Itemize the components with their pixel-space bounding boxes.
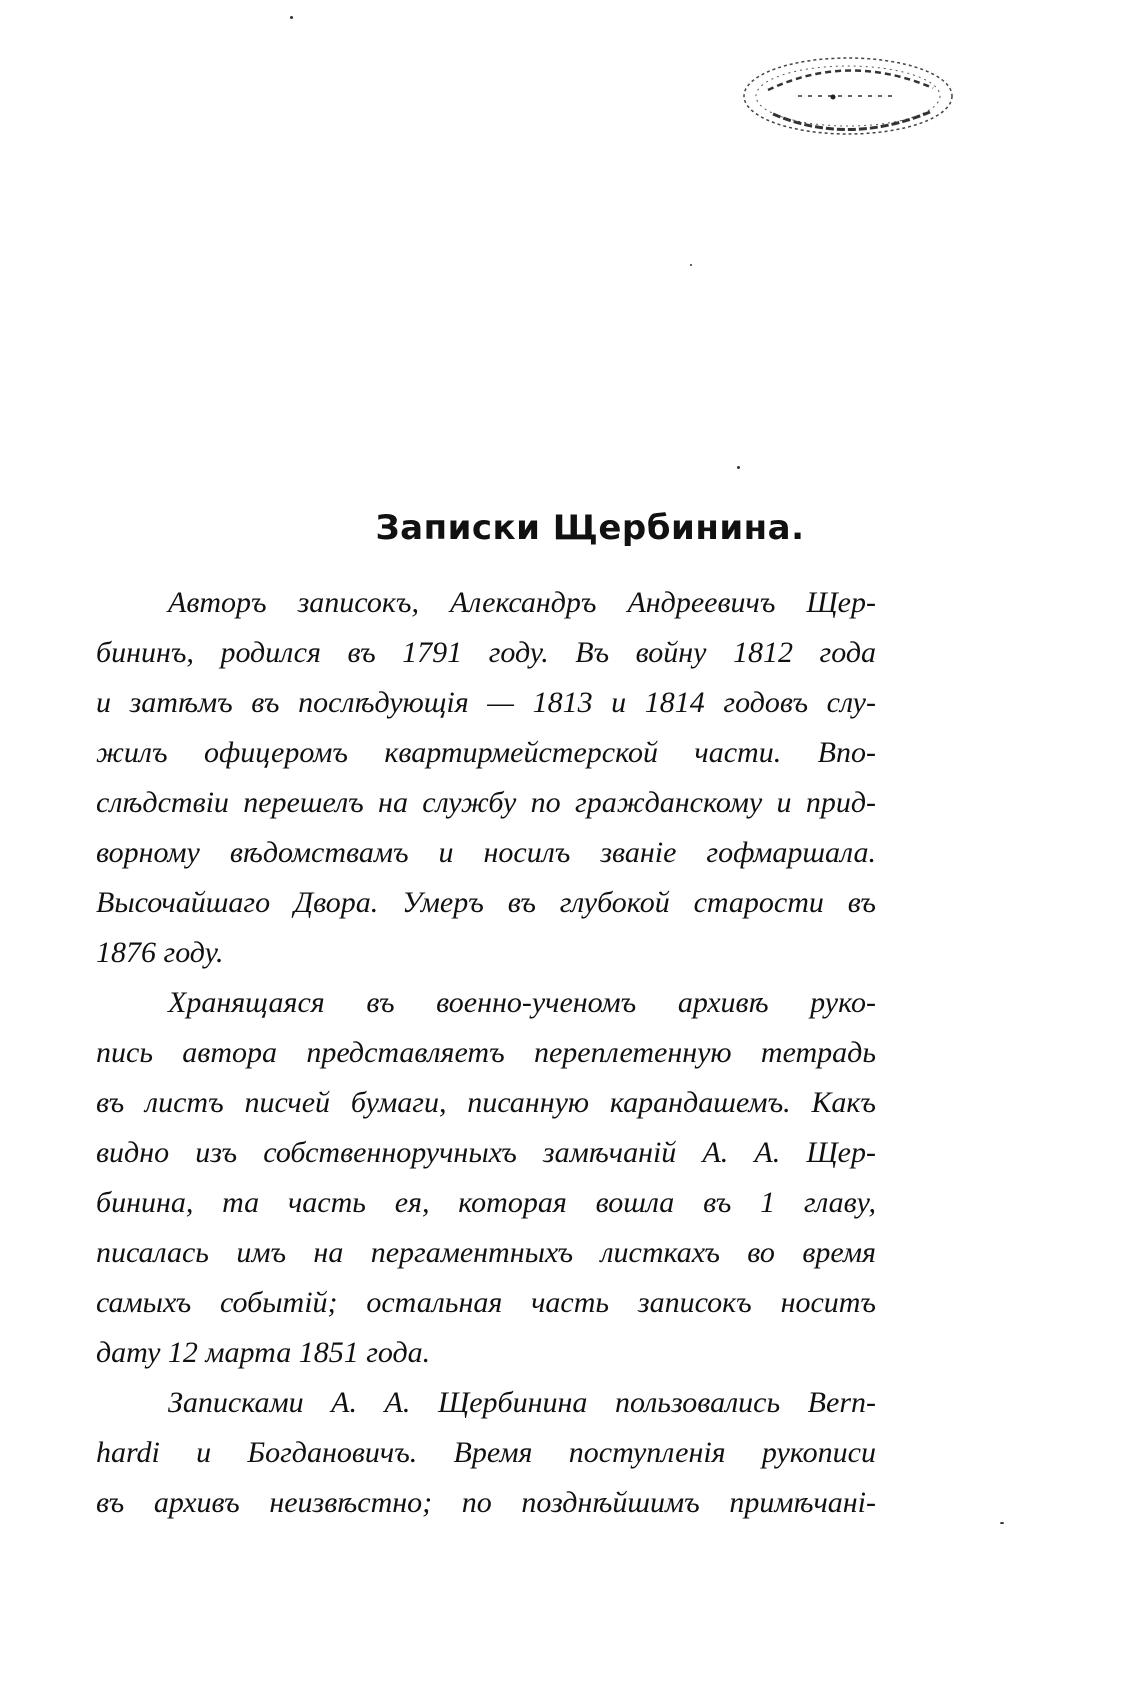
text-line: слѣдствіи перешелъ на службу по гражданскому и прид- (96, 786, 876, 819)
text-line: бининъ, родился въ 1791 году. Въ войну 1812 года (96, 636, 876, 669)
text-line: Высочайшаго Двора. Умеръ въ глубокой старости въ (96, 886, 876, 919)
paragraph-1 (96, 578, 876, 978)
text-line: hardi и Богдановичъ. Время поступленія рукописи (96, 1436, 876, 1469)
stamp-graphic (738, 50, 958, 142)
text-line: и затѣмъ въ послѣдующія — 1813 и 1814 годовъ слу- (96, 686, 876, 719)
text-line: Записками А. А. Щербинина пользовались Bern- (168, 1386, 876, 1419)
paper-speck (737, 466, 740, 469)
library-stamp (738, 50, 958, 142)
text-line: Хранящаяся въ военно-ученомъ архивѣ руко- (168, 986, 876, 1019)
paragraph-3 (96, 1378, 876, 1528)
text-line: самыхъ событій; остальная часть записокъ носитъ (96, 1286, 876, 1319)
page-title: Записки Щербинина. (375, 507, 805, 548)
text-line: 1876 году. (96, 936, 224, 969)
body-text (96, 578, 876, 1528)
text-line: въ архивъ неизвѣстно; по позднѣйшимъ примѣчані- (96, 1486, 876, 1519)
text-line: бинина, та часть ея, которая вошла въ 1 главу, (96, 1186, 876, 1219)
paper-speck (290, 16, 293, 19)
text-line: ворному вѣдомствамъ и носилъ званіе гофмаршала. (96, 836, 876, 869)
text-line: пись автора представляетъ переплетенную тетрадь (96, 1036, 876, 1069)
paragraph-2 (96, 978, 876, 1378)
text-line: видно изъ собственноручныхъ замѣчаній А. А. Щер- (96, 1136, 876, 1169)
text-line: писалась имъ на пергаментныхъ листкахъ во время (96, 1236, 876, 1269)
paper-speck (690, 264, 692, 266)
paper-speck (1000, 1522, 1004, 1524)
text-line: въ листъ писчей бумаги, писанную карандашемъ. Какъ (96, 1086, 876, 1119)
text-line: дату 12 марта 1851 года. (96, 1336, 431, 1369)
text-line: Авторъ записокъ, Александръ Андреевичъ Щер- (168, 586, 876, 619)
text-line: жилъ офицеромъ квартирмейстерской части. Впо- (96, 736, 876, 769)
